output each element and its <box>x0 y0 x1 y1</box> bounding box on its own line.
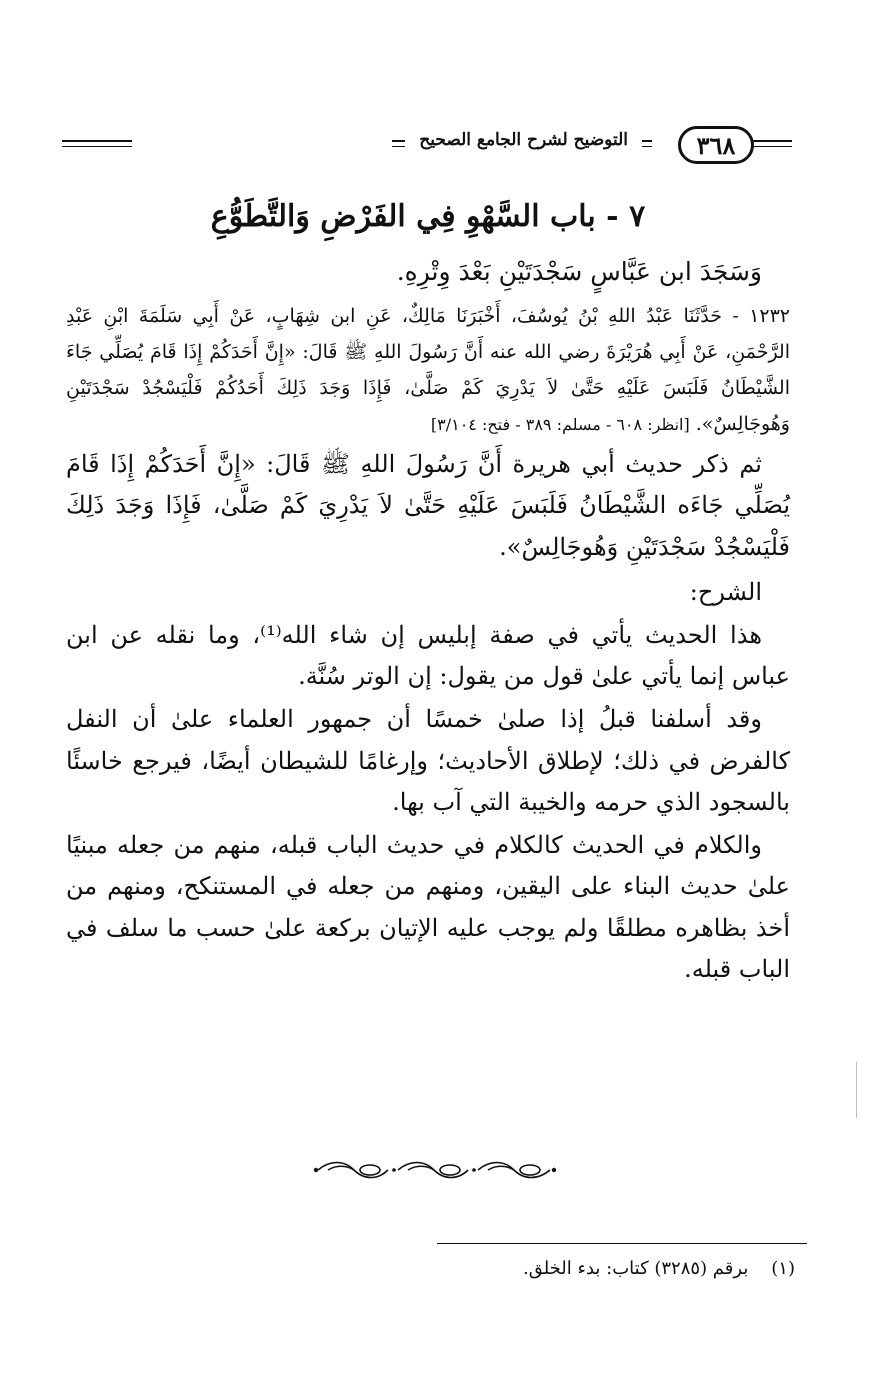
page-header <box>62 124 792 168</box>
paragraph-2: هذا الحديث يأتي في صفة إبليس إن شاء الله⁽¹⁾، وما نقله عن ابن عباس إنما يأتي علىٰ قول من يقول: إن الوتر سُنَّة. <box>66 620 790 690</box>
hadith-text <box>66 298 790 442</box>
hadith-body: ١٢٣٢ - حَدَّثَنَا عَبْدُ اللهِ بْنُ يُوسُفَ، أَخْبَرَنَا مَالِكٌ، عَنِ ابن شِهَابٍ، عَنْ أَبِي سَلَمَةَ ابْنِ عَبْدِ الرَّحْمَنِ، عَنْ أَبِي هُرَيْرَةَ رضي الله عنه أَنَّ رَسُولَ اللهِ ﷺ قَالَ: «إِنَّ أَحَدَكُمْ إِذَا قَامَ يُصَلِّي جَاءَ الشَّيْطَانُ فَلَبَسَ عَلَيْهِ حَتَّىٰ لاَ يَدْرِيَ كَمْ صَلَّىٰ، فَإِذَا وَجَدَ ذَلِكَ أَحَدُكُمْ فَلْيَسْجُدْ سَجْدَتَيْنِ وَهُوجَالِسٌ». <box>66 304 790 436</box>
scan-margin-mark <box>856 1062 857 1118</box>
footnote <box>523 1258 795 1279</box>
paragraph-4: والكلام في الحديث كالكلام في حديث الباب قبله، منهم من جعله مبنيًا علىٰ حديث البناء على اليقين، ومنهم من جعله في المستنكح، ومنهم من أخذ بظاهره مطلقًا ولم يوجب عليه الإتيان بركعة علىٰ حسب ما سلف في الباب قبله. <box>66 831 790 983</box>
page-content <box>66 188 790 990</box>
header-rule <box>752 140 792 142</box>
page-number: ٣٦٨ <box>678 126 754 164</box>
paragraph-3: وقد أسلفنا قبلُ إذا صلىٰ خمسًا أن جمهور العلماء علىٰ أن النفل كالفرض في ذلك؛ لإطلاق الأحاديث؛ وإرغامًا للشيطان أيضًا، فيرجع خاسئًا بالسجود الذي حرمه والخيبة التي آب بها. <box>66 705 790 816</box>
footnote-separator <box>437 1243 807 1244</box>
paragraph-1: ثم ذكر حديث أبي هريرة أَنَّ رَسُولَ اللهِ ﷺ قَالَ: «إِنَّ أَحَدَكُمْ إِذَا قَامَ يُصَلِّي جَاءَه الشَّيْطَانُ فَلَبَسَ عَلَيْهِ حَتَّىٰ لاَ يَدْرِيَ كَمْ صَلَّىٰ، فَإِذَا وَجَدَ ذَلِكَ فَلْيَسْجُدْ سَجْدَتَيْنِ وَهُوجَالِسٌ». <box>66 450 790 561</box>
hadith-reference: [انظر: ٦٠٨ - مسلم: ٣٨٩ - فتح: ٣/١٠٤] <box>430 415 690 435</box>
footnote-marker: (١) <box>771 1258 795 1279</box>
header-rule <box>752 146 792 147</box>
footnote-text: برقم (٣٢٨٥) كتاب: بدء الخلق. <box>522 1258 749 1279</box>
running-title: التوضيح لشرح الجامع الصحيح <box>405 130 642 150</box>
header-rule <box>62 140 132 142</box>
chapter-intro: وَسَجَدَ ابن عَبَّاسٍ سَجْدَتَيْنِ بَعْدَ وِتْرِهِ. <box>396 257 762 286</box>
ornament-divider <box>310 1156 560 1184</box>
sharh-label: الشرح: <box>689 577 762 606</box>
header-rule <box>62 146 132 147</box>
chapter-title: ٧ - باب السَّهْوِ فِي الفَرْضِ وَالتَّطَوُّعِ <box>210 199 646 234</box>
